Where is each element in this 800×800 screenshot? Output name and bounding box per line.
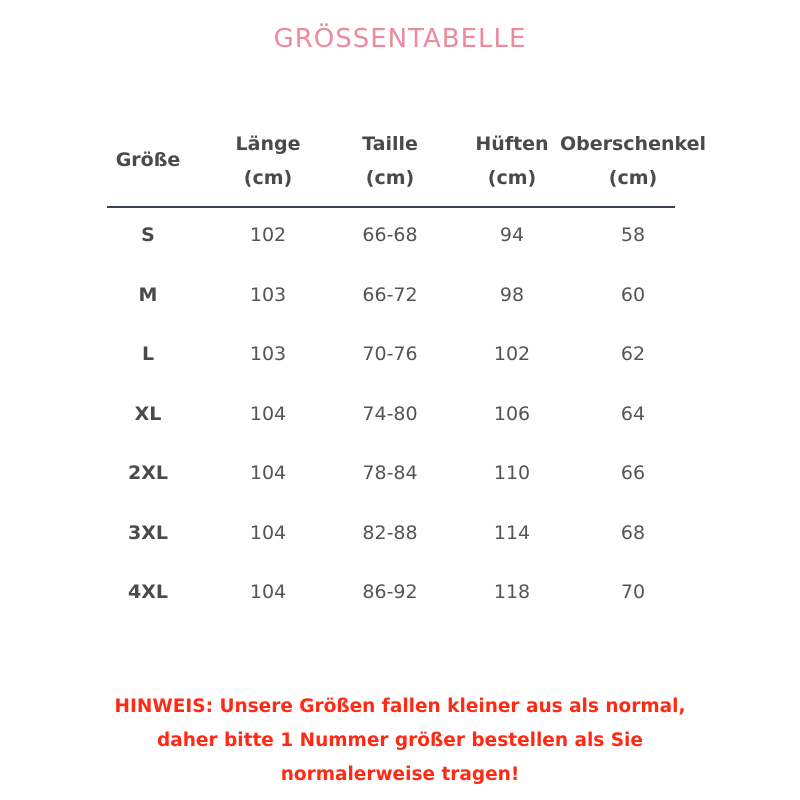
header-waist	[362, 127, 418, 195]
hips-cell: 114	[493, 521, 531, 544]
thigh-cell: 58	[620, 224, 646, 246]
waist-cell: 66-72	[362, 283, 418, 306]
note-line: daher bitte 1 Nummer größer bestellen als Sie	[157, 730, 643, 751]
note-line: HINWEIS: Unsere Größen fallen kleiner aus als normal,	[114, 696, 686, 717]
header-label: Größe	[115, 149, 181, 171]
thigh-cell: 70	[620, 581, 646, 603]
length-cell: 104	[249, 402, 287, 425]
header-label: Länge	[235, 133, 301, 155]
waist-cell: 70-76	[362, 343, 418, 365]
note-line: normalerweise tragen!	[280, 764, 520, 785]
length-cell: 103	[249, 283, 287, 306]
size-cell: S	[141, 224, 155, 246]
waist-cell: 78-84	[362, 462, 418, 484]
page-title: GRÖSSENTABELLE	[273, 24, 527, 54]
size-cell: 2XL	[128, 462, 168, 484]
header-thigh	[560, 127, 706, 195]
thigh-cell: 68	[620, 521, 646, 544]
length-cell: 103	[249, 343, 287, 365]
note-text	[0, 690, 800, 792]
waist-cell: 82-88	[362, 521, 418, 544]
header-unit: (cm)	[487, 167, 537, 189]
waist-cell: 74-80	[362, 402, 418, 425]
header-label: Oberschenkel	[559, 133, 707, 155]
header-size	[116, 143, 181, 177]
header-label: Taille	[362, 133, 418, 155]
header-hips	[475, 127, 548, 195]
header-unit: (cm)	[243, 167, 293, 189]
size-cell: L	[141, 343, 155, 365]
size-cell: 3XL	[128, 521, 168, 544]
length-cell: 104	[249, 581, 287, 603]
hips-cell: 106	[493, 402, 531, 425]
header-unit: (cm)	[365, 167, 415, 189]
thigh-cell: 64	[620, 402, 646, 425]
thigh-cell: 60	[620, 283, 646, 306]
size-cell: M	[138, 283, 158, 306]
length-cell: 104	[249, 521, 287, 544]
size-cell: XL	[134, 402, 162, 425]
length-cell: 104	[249, 462, 287, 484]
header-divider	[107, 206, 675, 208]
hips-cell: 110	[493, 462, 531, 484]
length-cell: 102	[249, 224, 287, 246]
hips-cell: 98	[499, 283, 525, 306]
header-unit: (cm)	[608, 167, 658, 189]
header-length	[236, 127, 301, 195]
thigh-cell: 66	[620, 462, 646, 484]
waist-cell: 86-92	[362, 581, 418, 603]
header-label: Hüften	[475, 133, 549, 155]
hips-cell: 118	[493, 581, 531, 603]
hips-cell: 94	[499, 224, 525, 246]
size-cell: 4XL	[128, 581, 168, 603]
hips-cell: 102	[493, 343, 531, 365]
thigh-cell: 62	[620, 343, 646, 365]
waist-cell: 66-68	[362, 224, 418, 246]
